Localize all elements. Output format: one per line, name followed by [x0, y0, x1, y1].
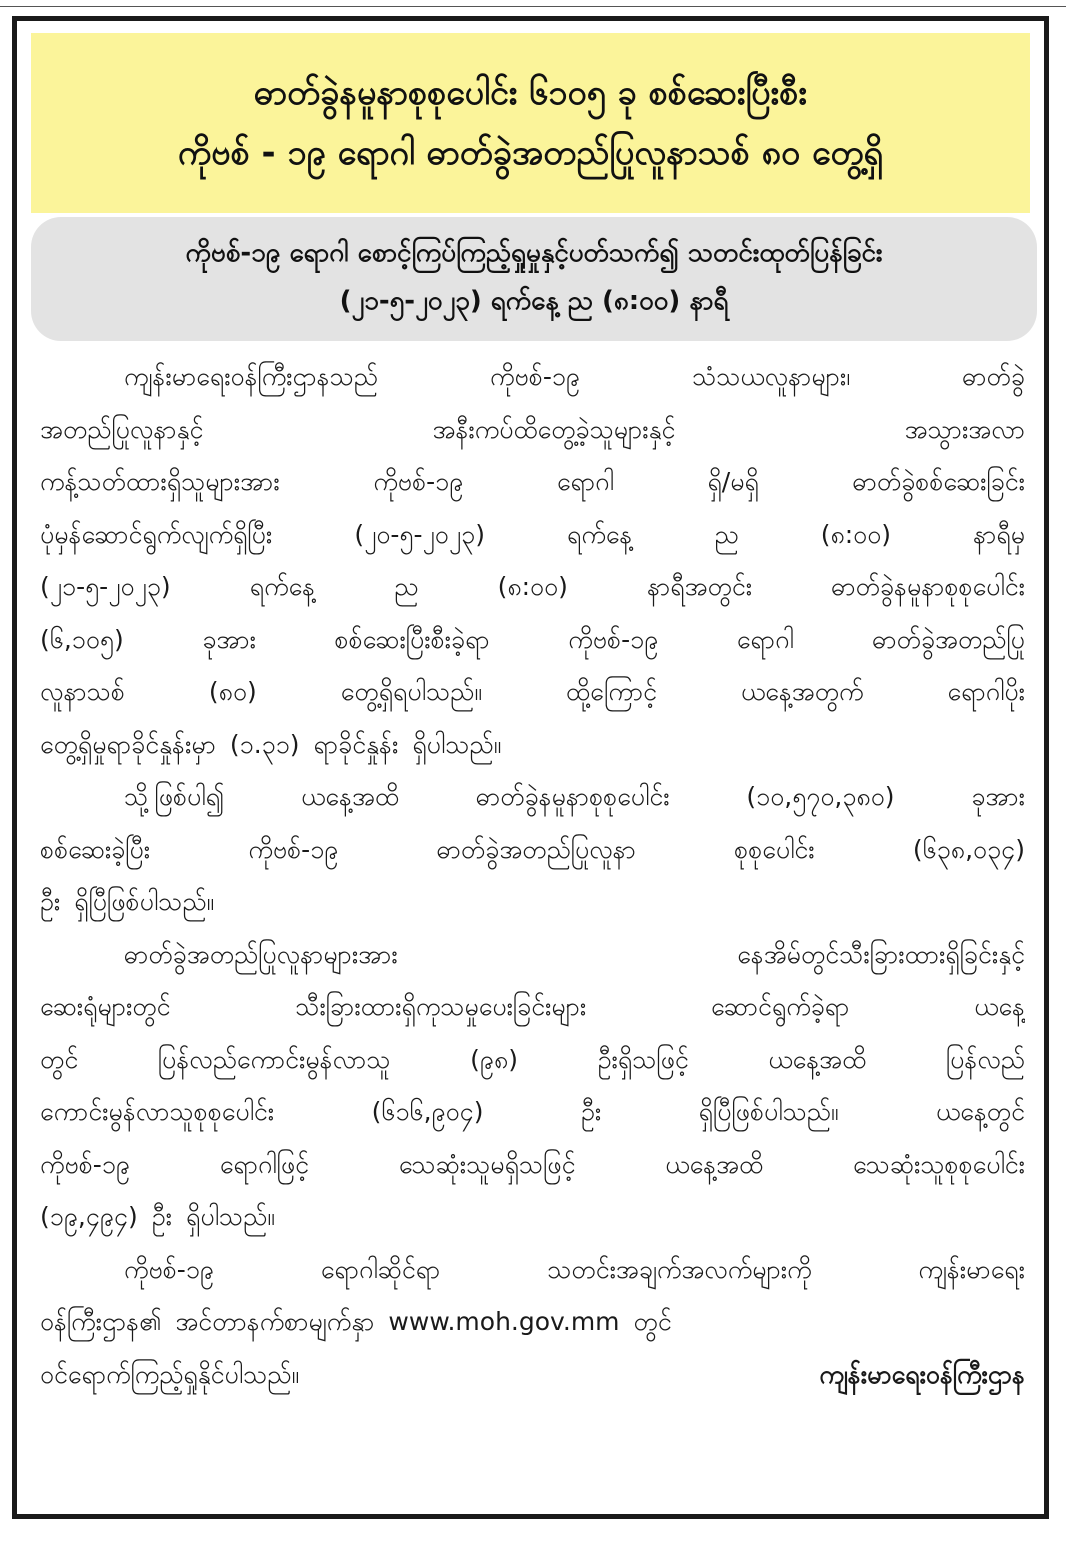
word: ပြန်လည်ကောင်းမွန်လာသူ: [157, 1044, 391, 1074]
word: ည: [394, 572, 419, 601]
word: ရောဂါပိုး: [947, 677, 1025, 706]
subheading-title: ကိုဗစ်-၁၉ ရောဂါ စောင့်ကြပ်ကြည့်ရှုမှုနှင့်ပတ်သက်၍ သတင်းထုတ်ပြန်ခြင်း: [185, 238, 883, 268]
word: ကိုဗစ်-၁၉: [373, 467, 464, 496]
word: ပုံမှန်ဆောင်ရွက်လျက်ရှိပြီး: [40, 519, 273, 549]
paragraph-1-line-4: [40, 509, 1025, 562]
word: သို့ဖြစ်ပါ၍: [124, 782, 225, 811]
paragraph-1-line-7: [40, 666, 1025, 719]
word: ကိုဗစ်-၁၉: [490, 362, 580, 391]
word: ကျန်းမာရေး: [918, 1254, 1025, 1284]
paragraph-4-line-1: [40, 1244, 1025, 1297]
word: (၂၁-၅-၂၀၂၃): [40, 572, 171, 601]
word: အင်တာနက်စာမျက်နှာ: [175, 1307, 375, 1336]
word: ကောင်းမွန်လာသူစုစုပေါင်း: [40, 1097, 275, 1126]
word: ရှိပြီဖြစ်ပါသည်။: [74, 887, 215, 916]
word: ဓာတ်ခွဲအတည်ပြုလူနာ: [436, 834, 636, 864]
word: လူနာသစ်: [40, 677, 125, 706]
word: ခုအား: [202, 624, 256, 654]
word: ကိုဗစ်-၁၉: [248, 834, 339, 864]
paragraph-3-line-6: [40, 1191, 1025, 1244]
word: နေအိမ်တွင်သီးခြားထားရှိခြင်းနှင့်: [737, 939, 1025, 969]
word: တွေ့ရှိရပါသည်။: [340, 677, 482, 706]
word: သီးခြားထားရှိကုသမှုပေးခြင်းများ: [295, 992, 587, 1021]
word: (၈:၀၀): [820, 519, 892, 549]
word: ယနေ့အထိ: [301, 782, 400, 811]
word: ည: [714, 519, 739, 549]
paragraph-2-line-3: [40, 876, 1025, 929]
word: သံသယလူနာများ၊: [692, 362, 851, 391]
announcement-frame: [12, 16, 1049, 1519]
paragraph-3-line-3: [40, 1034, 1025, 1087]
word: (၆,၁၀၅): [40, 624, 124, 654]
signature: ကျန်းမာရေးဝန်ကြီးဌာန: [819, 1359, 1025, 1389]
paragraph-3-line-2: [40, 981, 1025, 1034]
word: ရောဂါဆိုင်ရာ: [320, 1254, 441, 1284]
word: ဦး: [151, 1202, 172, 1231]
word: ယနေ့: [974, 992, 1025, 1021]
word: ပြန်လည်: [945, 1044, 1025, 1074]
word: တွင်: [40, 1044, 79, 1074]
word: စစ်ဆေးခဲ့ပြီး: [40, 834, 151, 864]
word: အသွားအလာ: [904, 414, 1025, 444]
article-body: [40, 351, 1025, 1401]
word: ဓာတ်ခွဲအတည်ပြု: [872, 624, 1025, 654]
word: ရောဂါဖြင့်: [219, 1149, 309, 1179]
word: (၈:၀၀): [497, 572, 568, 601]
word: စုစုပေါင်း: [734, 834, 815, 864]
word: ဓာတ်ခွဲနမူနာစုစုပေါင်း: [831, 572, 1025, 601]
word: ရာခိုင်နှုန်း: [313, 729, 399, 759]
word: သေဆုံးသူစုစုပေါင်း: [853, 1149, 1025, 1179]
word: (၁.၃၁): [229, 729, 300, 759]
paragraph-4-line-2: [40, 1296, 1025, 1349]
word: ယနေ့အထိ: [665, 1149, 764, 1179]
word: နာရီမှ: [973, 519, 1025, 549]
subheading-box: [31, 217, 1037, 341]
word: အတည်ပြုလူနာနှင့်: [40, 414, 204, 444]
word: ယနေ့အတွက်: [740, 677, 864, 706]
word: သတင်းအချက်အလက်များကို: [547, 1254, 812, 1284]
word: ရောဂါ: [556, 467, 614, 496]
paragraph-3-line-5: [40, 1139, 1025, 1192]
word: သေဆုံးသူမရှိသဖြင့်: [398, 1149, 576, 1179]
word: ယနေ့အထိ: [768, 1044, 867, 1074]
paragraph-1-line-6: [40, 614, 1025, 667]
paragraph-1-line-1: [40, 351, 1025, 404]
word: ရှိပါသည်။: [412, 729, 502, 759]
word: ကိုဗစ်-၁၉: [40, 1149, 130, 1179]
word: (၁၉,၄၉၄): [40, 1202, 138, 1231]
word: ဝန်ကြီးဌာန၏: [40, 1307, 162, 1336]
word: ဦး: [40, 887, 61, 916]
paragraph-3-line-4: [40, 1086, 1025, 1139]
word: တွေ့ရှိမှုရာခိုင်နှုန်းမှာ: [40, 729, 216, 759]
top-rule: [0, 6, 1066, 7]
word: အနီးကပ်ထိတွေ့ခဲ့သူများနှင့်: [432, 414, 676, 444]
paragraph-2-line-2: [40, 824, 1025, 877]
word: ရက်နေ့: [567, 519, 633, 549]
word: ကိုဗစ်-၁၉: [568, 624, 659, 654]
word: ဓာတ်ခွဲ: [962, 362, 1025, 391]
closing-line: [40, 1349, 1025, 1402]
paragraph-1-line-3: [40, 456, 1025, 509]
word: (၁၀,၅၇၀,၃၈၀): [746, 782, 895, 811]
word: ကျန်းမာရေးဝန်ကြီးဌာနသည်: [124, 362, 378, 391]
word: ရှိပါသည်။: [186, 1202, 275, 1231]
paragraph-1-line-5: [40, 561, 1025, 614]
subheading-date: (၂၁-၅-၂၀၂၃) ရက်နေ့ ည (၈:၀၀) နာရီ: [339, 286, 729, 316]
word: ထို့ကြောင့်: [565, 677, 657, 706]
word: (၂၀-၅-၂၀၂၃): [354, 519, 485, 549]
word: (၈၀): [208, 677, 257, 706]
word: ရှိပြီဖြစ်ပါသည်။: [698, 1097, 839, 1126]
headline-line-1: ဓာတ်ခွဲနမူနာစုစုပေါင်း ၆၁၀၅ ခု စစ်ဆေးပြီးစီး: [254, 73, 807, 113]
word: ဦးရှိသဖြင့်: [597, 1044, 689, 1074]
word: ဆောင်ရွက်ခဲ့ရာ: [711, 992, 850, 1021]
paragraph-1-line-8: [40, 719, 1025, 772]
word: စစ်ဆေးပြီးစီးခဲ့ရာ: [334, 624, 490, 654]
word: ဓာတ်ခွဲအတည်ပြုလူနာများအား: [124, 939, 398, 969]
word: ဓာတ်ခွဲစစ်ဆေးခြင်း: [852, 467, 1025, 496]
paragraph-2-line-1: [40, 771, 1025, 824]
word: ရက်နေ့: [249, 572, 316, 601]
word: ဆေးရုံများတွင်: [40, 992, 171, 1021]
word: ရှိ/မရှိ: [707, 467, 759, 496]
paragraph-1-line-2: [40, 404, 1025, 457]
word: ခုအား: [971, 782, 1025, 811]
closing-text: ဝင်ရောက်ကြည့်ရှုနိုင်ပါသည်။: [40, 1359, 300, 1389]
word: (၆၃၈,၀၃၄): [912, 834, 1025, 864]
word: ကိုဗစ်-၁၉: [124, 1254, 214, 1284]
website-link[interactable]: www.moh.gov.mm: [388, 1307, 620, 1336]
word: (၉၈): [470, 1044, 519, 1074]
word: ဓာတ်ခွဲနမူနာစုစုပေါင်း: [475, 782, 670, 811]
word: တွင်: [633, 1307, 672, 1336]
word: (၆၁၆,၉၀၄): [371, 1097, 484, 1126]
headline-line-2: ကိုဗစ် - ၁၉ ရောဂါ ဓာတ်ခွဲအတည်ပြုလူနာသစ် ၈၀ တွေ့ရှိ: [177, 133, 884, 173]
word: ဦး: [580, 1097, 602, 1126]
word: နာရီအတွင်း: [647, 572, 753, 601]
word: ကန့်သတ်ထားရှိသူများအား: [40, 467, 280, 496]
word: ရောဂါ: [736, 624, 794, 654]
paragraph-3-line-1: [40, 929, 1025, 982]
headline-banner: [31, 33, 1030, 213]
word: ယနေ့တွင်: [935, 1097, 1025, 1126]
